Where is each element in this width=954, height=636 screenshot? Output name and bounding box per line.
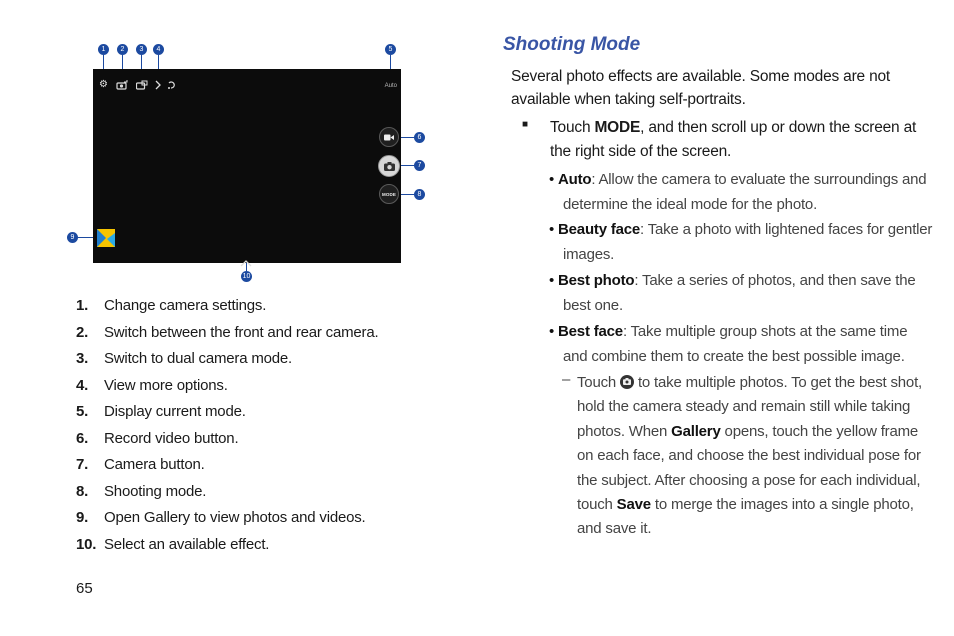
gallery-keyword: Gallery (671, 422, 721, 440)
video-camera-icon (384, 134, 394, 141)
gear-icon[interactable]: ⚙ (99, 79, 108, 90)
callout-6: 6 (414, 132, 425, 143)
shooting-mode-button[interactable] (379, 184, 399, 204)
mode-item-best-face: • Best face: Take multiple group shots at the same time and combine them to create the best possible image. (549, 323, 908, 365)
camera-button[interactable] (378, 155, 400, 177)
legend-item: 6. Record video button. (76, 429, 239, 447)
callout-5: 5 (385, 44, 396, 55)
gallery-thumbnail-icon[interactable] (97, 229, 115, 247)
callout-1: 1 (98, 44, 109, 55)
legend-item: 10. Select an available effect. (76, 535, 270, 553)
square-bullet-icon: ■ (522, 119, 529, 130)
diagram-legend (76, 297, 378, 562)
intro-paragraph: Several photo effects are available. Some modes are not available when taking self-portraits. (511, 68, 891, 108)
record-video-button[interactable] (379, 127, 399, 147)
legend-item: 8. Shooting mode. (76, 482, 207, 500)
chevron-up-icon[interactable] (240, 254, 252, 272)
page-number: 65 (76, 580, 93, 597)
dual-camera-icon[interactable] (136, 80, 148, 93)
mode-item-best-photo: • Best photo: Take a series of photos, and then save the best one. (549, 272, 916, 314)
step-instruction: Touch MODE, and then scroll up or down the screen at the right side of the screen. (550, 119, 917, 160)
legend-item: 7. Camera button. (76, 456, 205, 473)
legend-item: 3. Switch to dual camera mode. (76, 350, 293, 367)
current-mode-indicator: Auto (384, 83, 397, 89)
legend-item: 4. View more options. (76, 376, 228, 394)
callout-8: 8 (414, 189, 425, 200)
callout-10: 10 (242, 273, 251, 280)
callout-3: 3 (136, 44, 147, 55)
legend-item: 5. Display current mode. (76, 403, 246, 420)
callout-2: 2 (117, 44, 128, 55)
mode-keyword: MODE (594, 119, 641, 136)
best-face-instructions: Touch to take multiple photos. To get the best shot, hold the camera steady and remain still while taking photos. When Gallery opens, touch the yellow frame on each face, and choose the best individual pose for the subject. After choosing a pose for each individual, touch Save to merge the images into a single photo, and save it. (577, 374, 923, 538)
camera-switch-icon[interactable] (116, 80, 128, 93)
callout-4: 4 (153, 44, 164, 55)
camera-icon (620, 375, 634, 389)
callout-7: 7 (414, 160, 425, 171)
legend-item: 9. Open Gallery to view photos and videos. (76, 509, 366, 526)
chevron-right-icon[interactable] (155, 80, 161, 93)
legend-item: 2. Switch between the front and rear camera. (76, 323, 379, 341)
camera-screen-diagram (60, 38, 420, 288)
effects-icon[interactable] (167, 80, 176, 93)
dash-bullet: – (562, 371, 571, 388)
mode-button-label: MODE (382, 191, 396, 197)
callout-9: 9 (67, 232, 78, 243)
camera-viewfinder (93, 69, 401, 263)
section-heading: Shooting Mode (503, 34, 641, 55)
save-keyword: Save (616, 496, 651, 514)
mode-item-beauty-face: • Beauty face: Take a photo with lightened faces for gentler images. (549, 221, 933, 263)
mode-item-auto: • Auto: Allow the camera to evaluate the surroundings and determine the ideal mode for the photo. (549, 171, 927, 213)
camera-icon (384, 162, 395, 171)
legend-item: 1. Change camera settings. (76, 297, 267, 314)
